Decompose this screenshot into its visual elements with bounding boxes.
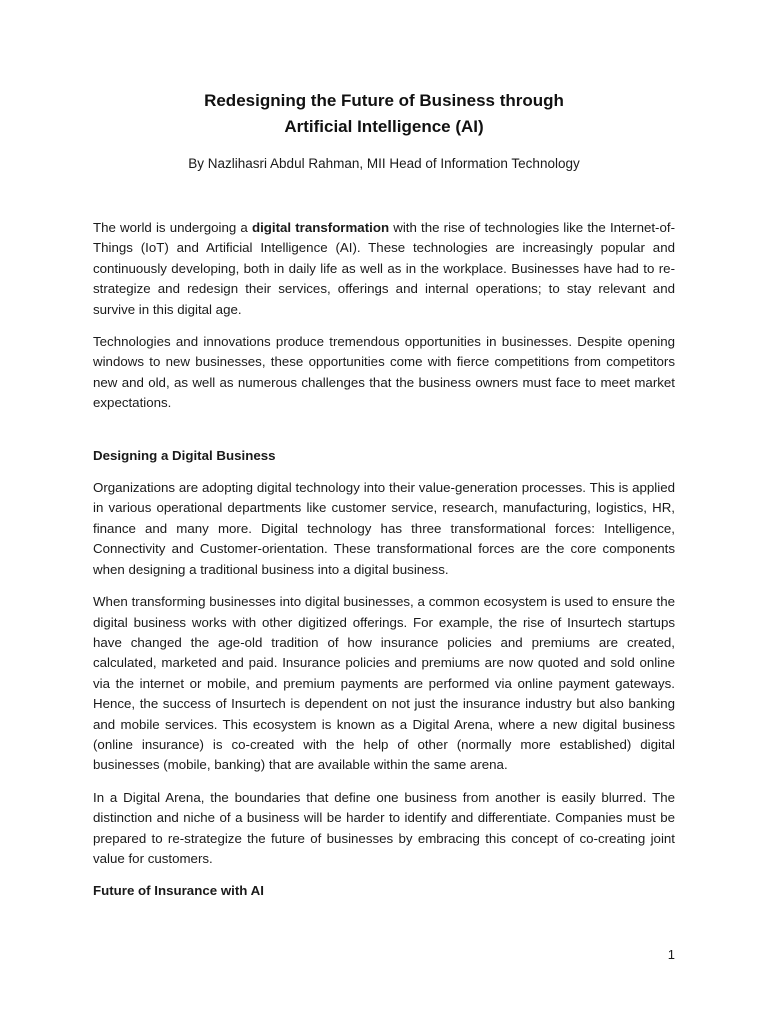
intro-paragraph-1 bbox=[93, 218, 675, 320]
section1-paragraph-1: Organizations are adopting digital technology into their value-generation processes. This is applied in various operational departments like customer service, research, manufacturing, logistics, HR, finance and many more. Digital technology has three transformational forces: Intelligence, Connectivity and Customer-orientation. These transformational forces are the core components when designing a traditional business into a digital business. bbox=[93, 480, 675, 577]
title-line-2: Artificial Intelligence (AI) bbox=[284, 117, 484, 136]
section-heading-digital-business: Designing a Digital Business bbox=[93, 447, 276, 463]
intro-p1-before: The world is undergoing a bbox=[93, 220, 252, 235]
intro-p1-after: with the rise of technologies like the Internet-of-Things (IoT) and Artificial Intelligence (AI). These technologies are increasingly popular and continuously developing, both in daily life as well as in the workplace. Businesses have had to re-strategize and redesign their services, offerings and internal operations; to stay relevant and survive in this digital age. bbox=[93, 220, 676, 317]
intro-paragraph-2: Technologies and innovations produce tremendous opportunities in businesses. Despite opening windows to new businesses, these opportunities come with fierce competitions from competitors new and old, as well as numerous challenges that the business owners must face to meet market expectations. bbox=[93, 334, 675, 411]
section1-paragraph-2: When transforming businesses into digital businesses, a common ecosystem is used to ensure the digital business works with other digitized offerings. For example, the rise of Insurtech startups have changed the age-old tradition of how insurance policies and premiums are created, calculated, marketed and paid. Insurance policies and premiums are now quoted and sold online via the internet or mobile, and premium payments are performed via online payment gateways. Hence, the success of Insurtech is dependent on not just the insurance industry but also banking and mobile services. This ecosystem is known as a Digital Arena, where a new digital business (online insurance) is co-created with the help of other (normally more established) digital businesses (mobile, banking) that are available within the same arena. bbox=[93, 594, 675, 773]
section-spacer bbox=[93, 426, 675, 446]
section-heading-future-insurance: Future of Insurance with AI bbox=[93, 883, 264, 899]
title-line-1: Redesigning the Future of Business through bbox=[204, 91, 564, 110]
document-title bbox=[93, 88, 675, 140]
page-number: 1 bbox=[667, 947, 675, 962]
author-byline: By Nazlihasri Abdul Rahman, MII Head of Information Technology bbox=[188, 156, 580, 171]
document-body bbox=[93, 218, 675, 914]
section1-paragraph-3: In a Digital Arena, the boundaries that define one business from another is easily blurred. The distinction and niche of a business will be harder to identify and differentiate. Companies must be prepared to re-strategize the future of businesses by embracing this concept of co-creating joint value for customers. bbox=[93, 789, 675, 866]
intro-p1-bold: digital transformation bbox=[251, 220, 390, 235]
